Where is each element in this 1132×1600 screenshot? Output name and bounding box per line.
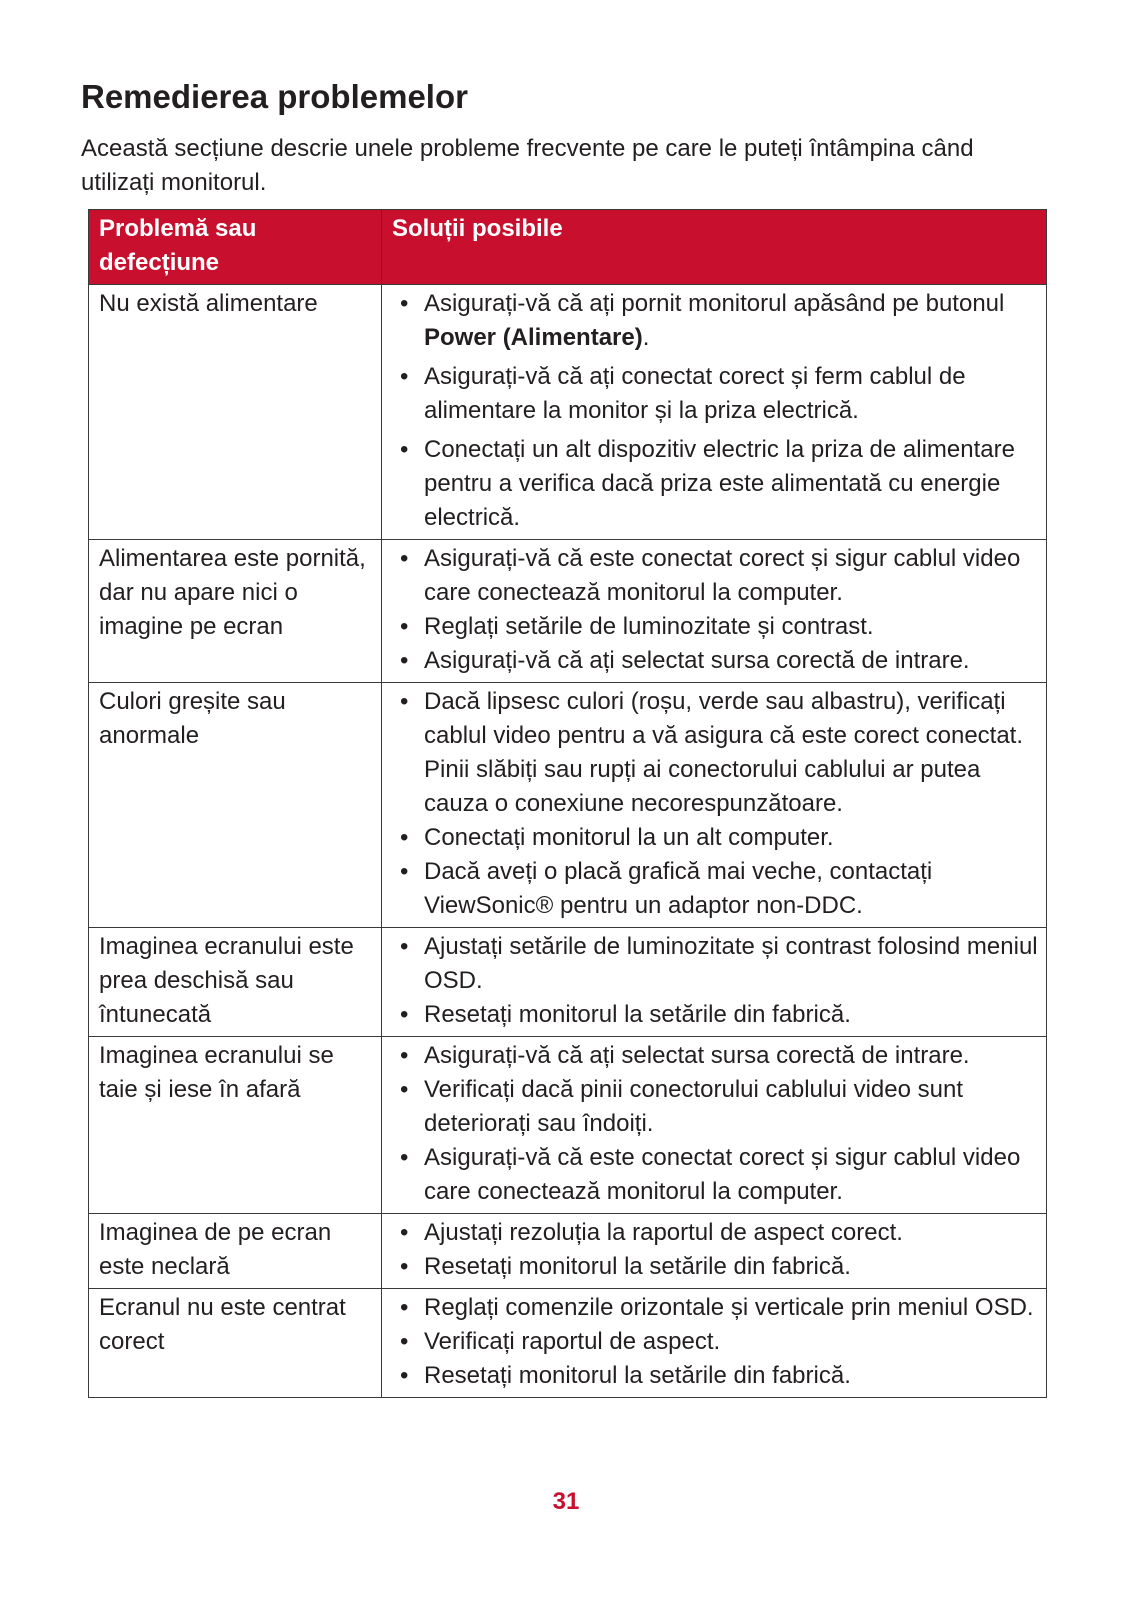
solutions-list — [392, 1291, 1038, 1393]
solutions-list — [392, 1039, 1038, 1209]
solution-text: Asigurați-vă că ați selectat sursa corectă de intrare. — [424, 647, 970, 674]
troubleshooting-table — [88, 209, 1047, 1398]
table-row — [89, 540, 1047, 683]
solutions-cell — [382, 1037, 1047, 1214]
solution-item — [392, 542, 1038, 610]
solution-text: Dacă lipsesc culori (roșu, verde sau albastru), verificați cablul video pentru a vă asigura că este corect conectat. Pinii slăbiți sau rupți ai conectorului cablului ar putea cauza o conexiune necorespunzătoare. — [424, 688, 1024, 817]
solution-item — [392, 685, 1038, 821]
table-row — [89, 683, 1047, 928]
solutions-list — [392, 287, 1038, 535]
page-number: 31 — [552, 1488, 580, 1515]
bullet-icon: • — [400, 545, 409, 572]
bullet-icon: • — [400, 1294, 409, 1321]
solution-item — [392, 1359, 1038, 1393]
solution-item — [392, 610, 1038, 644]
solutions-list — [392, 930, 1038, 1032]
bullet-icon: • — [400, 688, 409, 715]
problem-cell: Ecranul nu este centrat corect — [89, 1289, 382, 1398]
solution-item — [392, 1073, 1038, 1141]
page-title: Remedierea problemelor — [81, 78, 468, 115]
solution-item — [392, 360, 1038, 428]
table-header-row — [89, 210, 1047, 285]
solution-item — [392, 855, 1038, 923]
bullet-icon: • — [400, 436, 409, 463]
solution-text: Dacă aveți o placă grafică mai veche, contactați ViewSonic® pentru un adaptor non-DDC. — [424, 858, 933, 919]
solution-item — [392, 433, 1038, 535]
solution-item — [392, 644, 1038, 678]
bullet-icon: • — [400, 1219, 409, 1246]
solution-text: . — [642, 324, 650, 351]
bullet-icon: • — [400, 933, 409, 960]
solutions-cell — [382, 683, 1047, 928]
solutions-cell — [382, 1214, 1047, 1289]
solution-item — [392, 1325, 1038, 1359]
solution-text: Asigurați-vă că ați conectat corect și ferm cablul de alimentare la monitor și la priza electrică. — [424, 363, 966, 424]
solution-text: Verificați dacă pinii conectorului cablului video sunt deteriorați sau îndoiți. — [424, 1076, 963, 1137]
bullet-icon: • — [400, 613, 409, 640]
solutions-cell — [382, 540, 1047, 683]
table-row — [89, 928, 1047, 1037]
solution-text: Asigurați-vă că este conectat corect și sigur cablul video care conectează monitorul la computer. — [424, 545, 1021, 606]
solutions-cell — [382, 928, 1047, 1037]
solutions-list — [392, 685, 1038, 923]
problem-cell: Nu există alimentare — [89, 285, 382, 540]
problem-cell: Culori greșite sau anormale — [89, 683, 382, 928]
solution-text: Reglați comenzile orizontale și verticale prin meniul OSD. — [424, 1294, 1034, 1321]
header-solutions: Soluții posibile — [382, 210, 1047, 285]
page-content — [81, 74, 1051, 200]
problem-cell: Imaginea ecranului este prea deschisă sau întunecată — [89, 928, 382, 1037]
solution-text: Resetați monitorul la setările din fabrică. — [424, 1001, 851, 1028]
bullet-icon: • — [400, 1253, 409, 1280]
solution-text: Asigurați-vă că ați pornit monitorul apăsând pe butonul — [424, 290, 1005, 317]
bullet-icon: • — [400, 290, 409, 317]
table-row — [89, 1289, 1047, 1398]
solution-text: Verificați raportul de aspect. — [424, 1328, 721, 1355]
table-row — [89, 1037, 1047, 1214]
solutions-cell — [382, 285, 1047, 540]
table-row — [89, 285, 1047, 540]
solution-text: Resetați monitorul la setările din fabrică. — [424, 1362, 851, 1389]
bullet-icon: • — [400, 647, 409, 674]
problem-cell: Imaginea ecranului se taie și iese în afară — [89, 1037, 382, 1214]
bullet-icon: • — [400, 1328, 409, 1355]
problem-cell: Alimentarea este pornită, dar nu apare nici o imagine pe ecran — [89, 540, 382, 683]
bullet-icon: • — [400, 824, 409, 851]
table-row — [89, 1214, 1047, 1289]
solution-text: Reglați setările de luminozitate și contrast. — [424, 613, 874, 640]
solution-item — [392, 1291, 1038, 1325]
intro-paragraph: Această secțiune descrie unele probleme frecvente pe care le puteți întâmpina când utilizați monitorul. — [81, 135, 974, 196]
bullet-icon: • — [400, 363, 409, 390]
solution-item — [392, 998, 1038, 1032]
solution-item — [392, 1250, 1038, 1284]
solution-text: Ajustați rezoluția la raportul de aspect corect. — [424, 1219, 903, 1246]
solution-item — [392, 930, 1038, 998]
solutions-cell — [382, 1289, 1047, 1398]
problem-cell: Imaginea de pe ecran este neclară — [89, 1214, 382, 1289]
solutions-list — [392, 542, 1038, 678]
solution-item — [392, 1141, 1038, 1209]
solution-text: Conectați un alt dispozitiv electric la priza de alimentare pentru a verifica dacă priza este alimentată cu energie electrică. — [424, 436, 1015, 531]
solution-item — [392, 1039, 1038, 1073]
header-problem: Problemă sau defecțiune — [89, 210, 382, 285]
bullet-icon: • — [400, 858, 409, 885]
solution-text: Conectați monitorul la un alt computer. — [424, 824, 834, 851]
bullet-icon: • — [400, 1076, 409, 1103]
solution-bold-text: Power (Alimentare) — [424, 324, 643, 351]
bullet-icon: • — [400, 1144, 409, 1171]
solutions-list — [392, 1216, 1038, 1284]
solution-text: Ajustați setările de luminozitate și contrast folosind meniul OSD. — [424, 933, 1038, 994]
solution-text: Asigurați-vă că ați selectat sursa corectă de intrare. — [424, 1042, 970, 1069]
solution-text: Resetați monitorul la setările din fabrică. — [424, 1253, 851, 1280]
solution-text: Asigurați-vă că este conectat corect și sigur cablul video care conectează monitorul la computer. — [424, 1144, 1021, 1205]
bullet-icon: • — [400, 1042, 409, 1069]
table-body — [89, 285, 1047, 1398]
solution-item — [392, 287, 1038, 355]
solution-item — [392, 821, 1038, 855]
bullet-icon: • — [400, 1001, 409, 1028]
bullet-icon: • — [400, 1362, 409, 1389]
solution-item — [392, 1216, 1038, 1250]
